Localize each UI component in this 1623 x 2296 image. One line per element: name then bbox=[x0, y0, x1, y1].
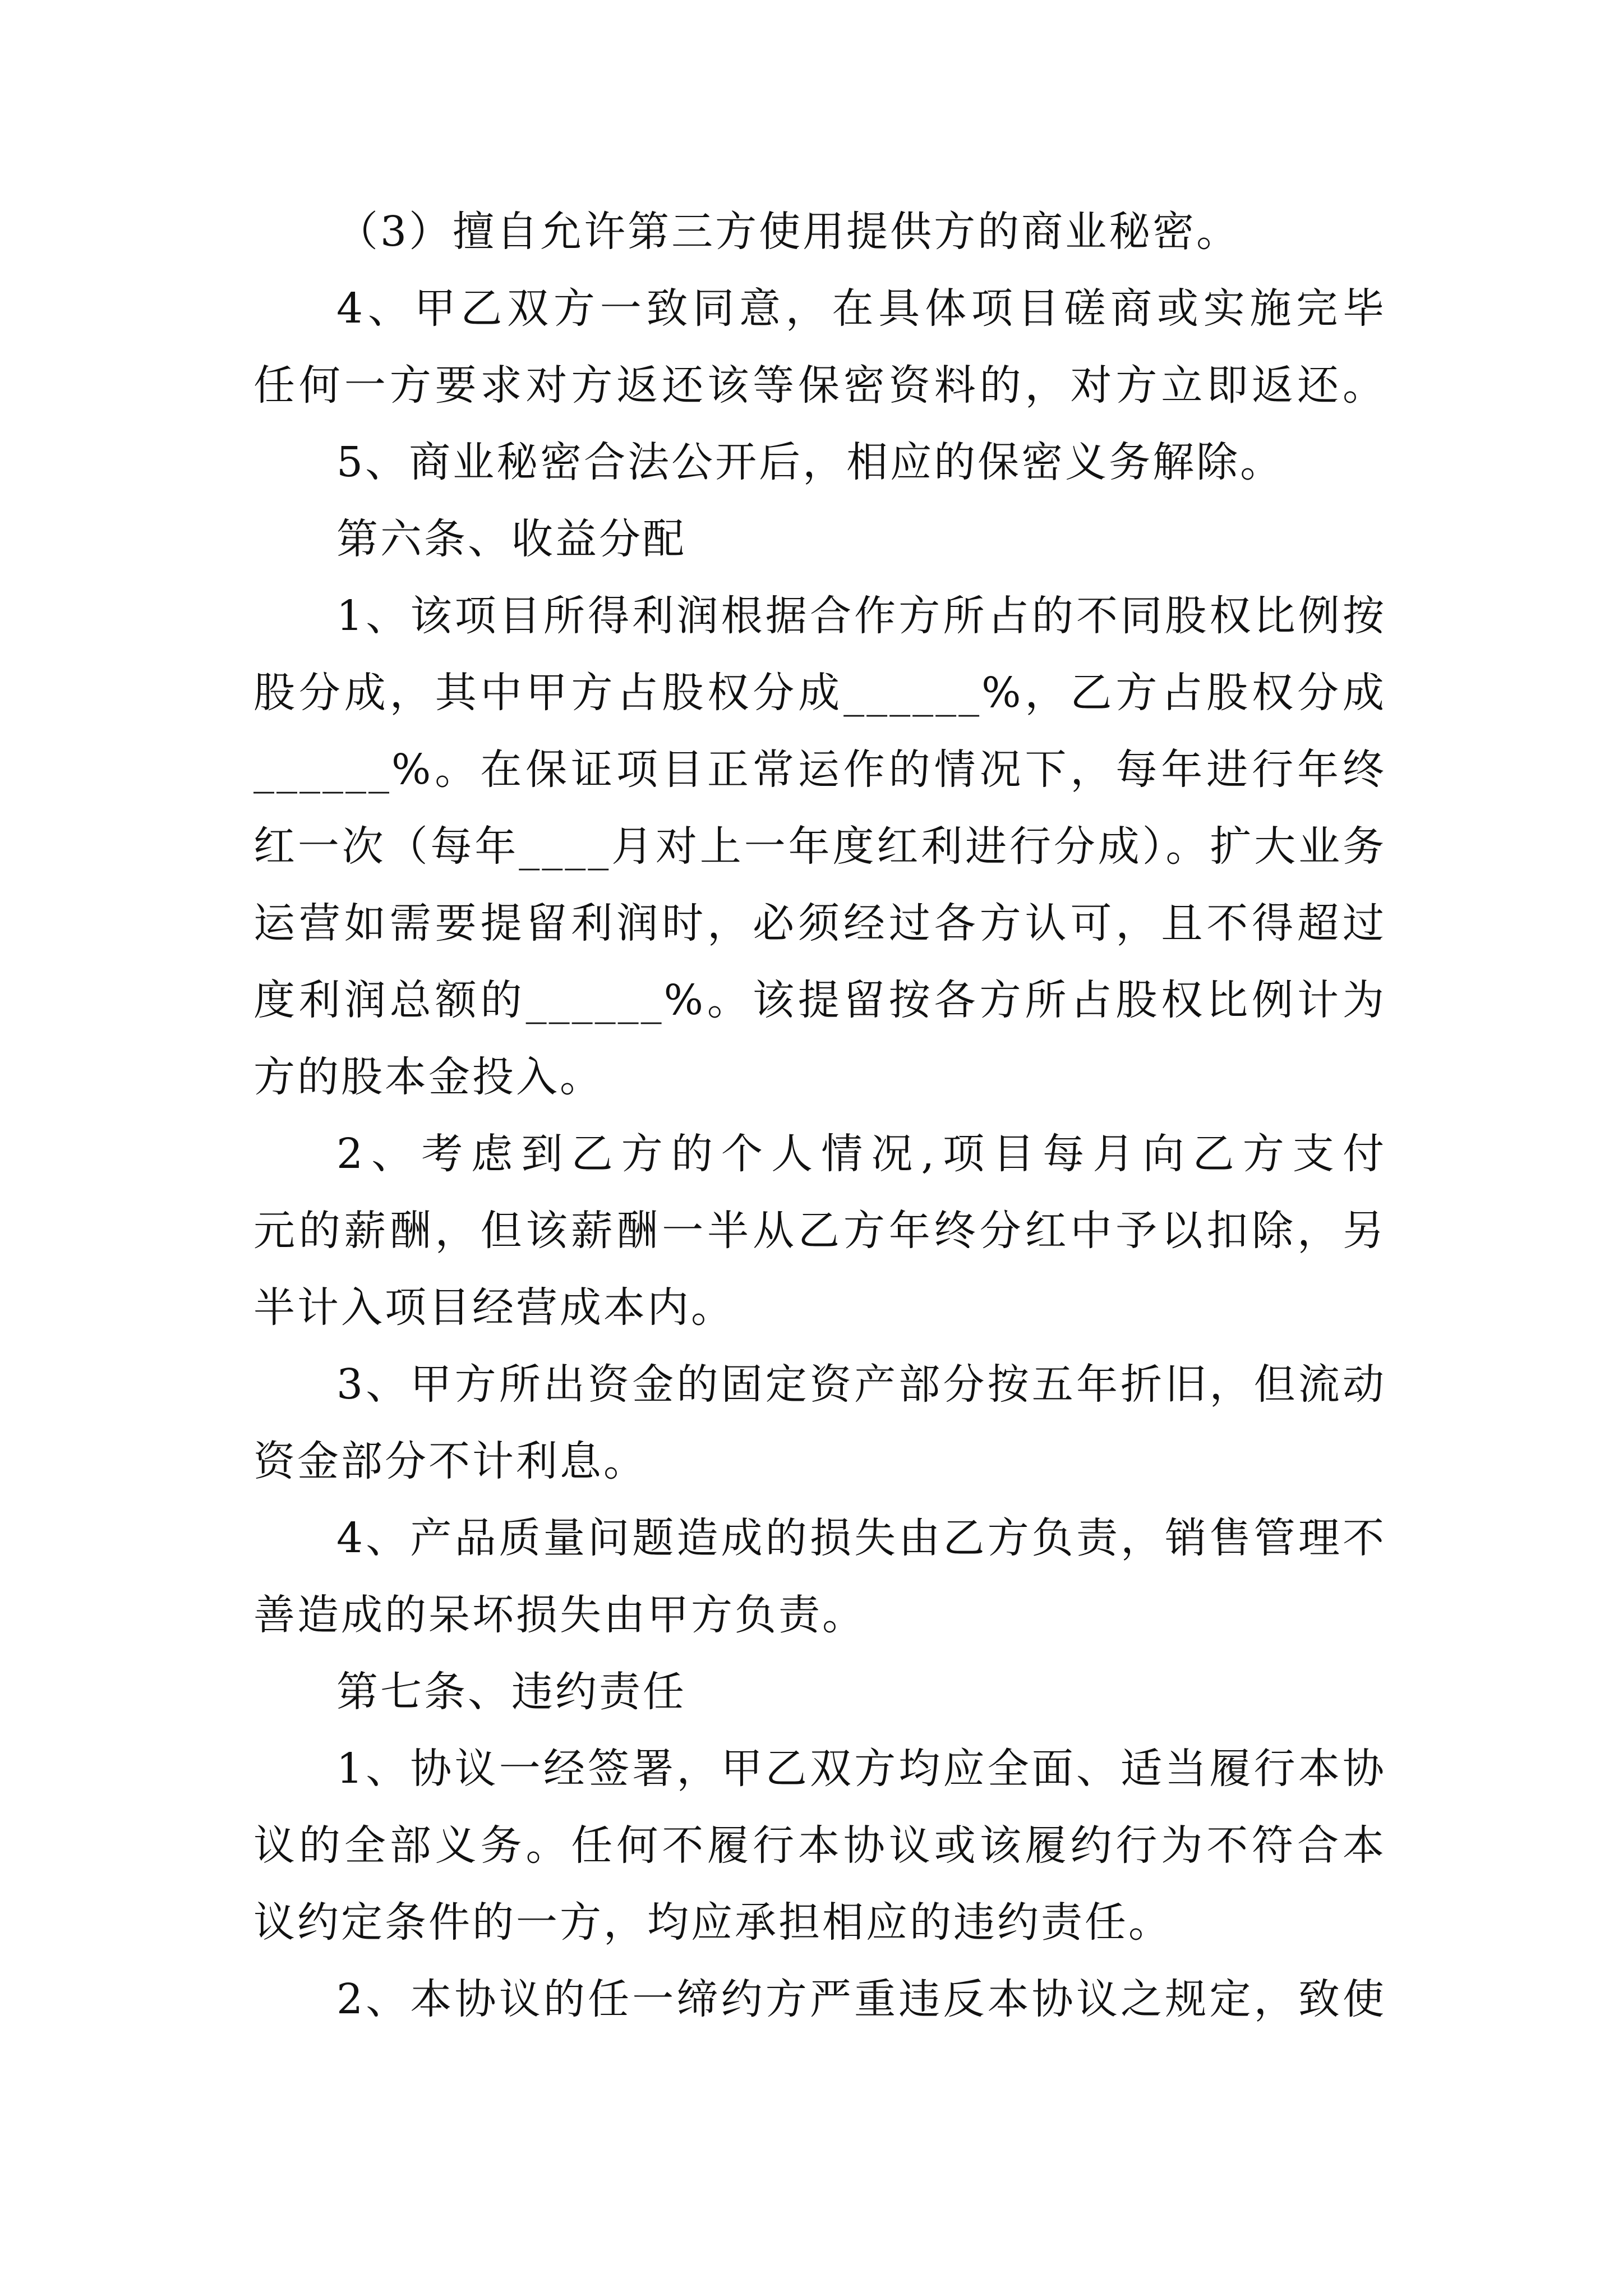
paragraph-line: 度利润总额的______%。该提留按各方所占股权比例计为 bbox=[253, 976, 1386, 1024]
paragraph-line: 元的薪酬，但该薪酬一半从乙方年终分红中予以扣除，另 bbox=[253, 1207, 1386, 1255]
paragraph-line: 资金部分不计利息。 bbox=[253, 1437, 647, 1485]
paragraph-line: 2、本协议的任一缔约方严重违反本协议之规定，致使 bbox=[336, 1975, 1386, 2023]
paragraph-line: （3）擅自允许第三方使用提供方的商业秘密。 bbox=[336, 208, 1241, 256]
paragraph-line: 运营如需要提留利润时，必须经过各方认可，且不得超过 bbox=[253, 899, 1386, 947]
paragraph-line: 善造成的呆坏损失由甲方负责。 bbox=[253, 1591, 866, 1639]
paragraph-line: 任何一方要求对方返还该等保密资料的，对方立即返还。 bbox=[253, 361, 1386, 409]
paragraph-line: 议的全部义务。任何不履行本协议或该履约行为不符合本 bbox=[253, 1821, 1386, 1870]
paragraph-line: 红一次（每年____月对上一年度红利进行分成）。扩大业务 bbox=[253, 822, 1386, 871]
paragraph-line: 方的股本金投入。 bbox=[253, 1053, 603, 1101]
paragraph-line: 4、甲乙双方一致同意，在具体项目磋商或实施完毕 bbox=[336, 284, 1386, 333]
paragraph-line: 1、该项目所得利润根据合作方所占的不同股权比例按 bbox=[336, 592, 1386, 640]
paragraph-line: 半计入项目经营成本内。 bbox=[253, 1283, 735, 1332]
paragraph-line: 议约定条件的一方，均应承担相应的违约责任。 bbox=[253, 1898, 1172, 1947]
paragraph-line: 股分成，其中甲方占股权分成______%，乙方占股权分成 bbox=[253, 669, 1386, 717]
paragraph-line: 5、商业秘密合法公开后，相应的保密义务解除。 bbox=[336, 438, 1284, 486]
section-heading: 第七条、违约责任 bbox=[336, 1668, 686, 1716]
document-body bbox=[253, 194, 1386, 2038]
paragraph-line: ______%。在保证项目正常运作的情况下，每年进行年终 bbox=[253, 746, 1386, 794]
section-heading: 第六条、收益分配 bbox=[336, 515, 686, 563]
paragraph-line: 3、甲方所出资金的固定资产部分按五年折旧，但流动 bbox=[336, 1360, 1386, 1409]
paragraph-line: 4、产品质量问题造成的损失由乙方负责，销售管理不 bbox=[336, 1514, 1386, 1562]
paragraph-line: 1、协议一经签署，甲乙双方均应全面、适当履行本协 bbox=[336, 1745, 1386, 1793]
paragraph-line: 2、考虑到乙方的个人情况,项目每月向乙方支付 bbox=[336, 1130, 1386, 1178]
